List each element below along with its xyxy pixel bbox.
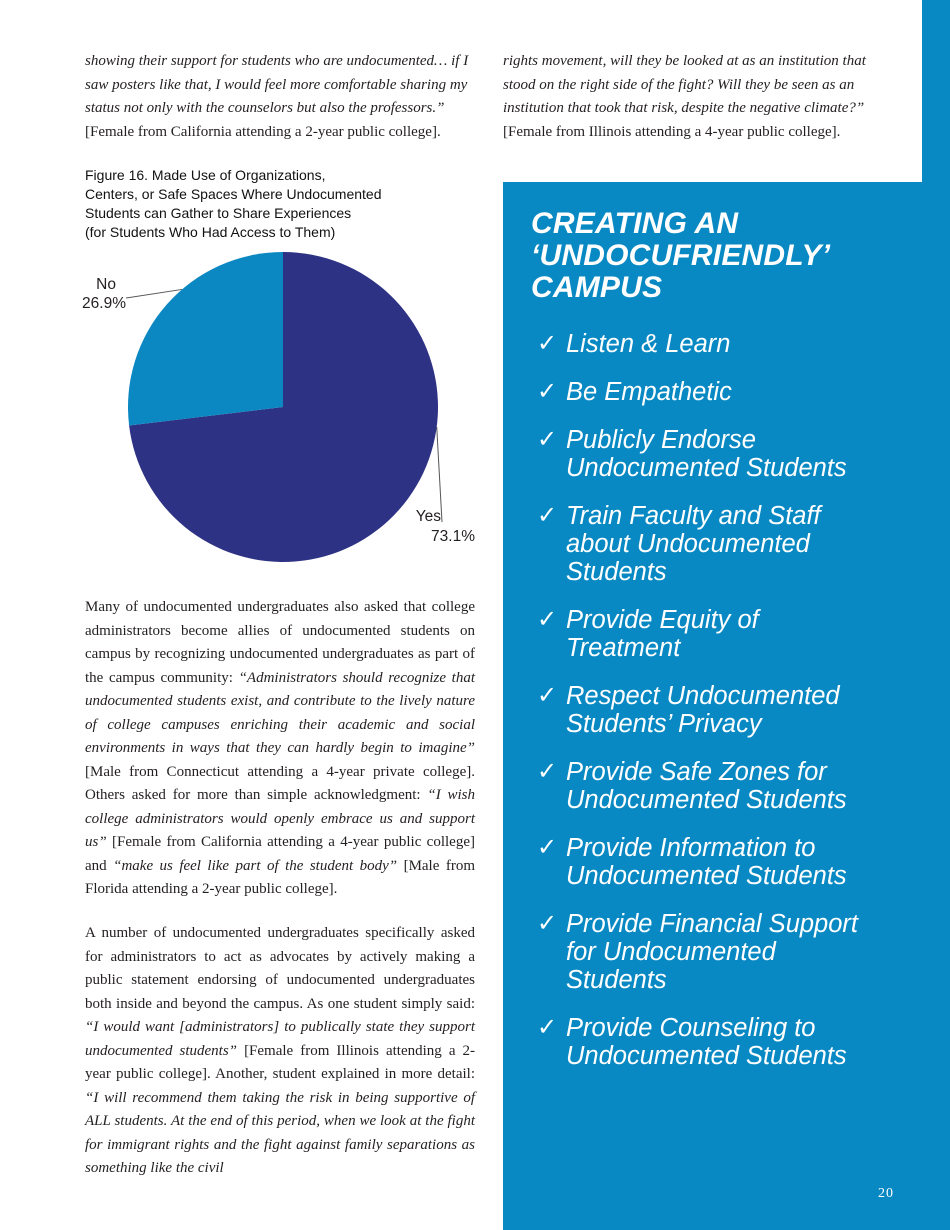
sidebar-heading [531,208,830,304]
checkmark-icon: ✓ [537,502,558,529]
pie-slice-no [128,252,283,425]
body-text: Many of undocumented undergraduates also asked that college administrators become allies of undocumented students on campus by recognizing undocumented undergraduates as part of the campus community: [85,599,475,686]
student-quote: “I wish college administrators would openly embrace us and support us” [85,787,475,850]
pie-label-category: No [96,276,116,293]
body-text: [Male from Florida attending a 2-year public college]. [85,857,475,897]
figure-title [85,166,415,242]
student-quote: rights movement, will they be looked at as an institution that stood on the right side of the fight? Will they be seen as an institution that took that risk, despite the negative climate?” [503,53,866,116]
checklist-item [537,758,927,814]
checklist-item-text: Provide Safe Zones for [566,758,827,786]
checklist-item-text: Be Empathetic [566,378,732,406]
figure-title-line: Students can Gather to Share Experiences [85,205,352,221]
body-text: [Male from Connecticut attending a 4-year private college]. Others asked for more than simple acknowledgment: [85,763,475,803]
left-top-quote-paragraph [85,50,480,144]
pie-leader-line [126,289,182,298]
checklist-item-text: Students’ Privacy [566,710,762,738]
figure-title-line: Figure 16. Made Use of Organizations, [85,167,326,183]
figure-title-line: Centers, or Safe Spaces Where Undocumented [85,186,382,202]
checklist-item-text: Undocumented Students [566,862,847,890]
pie-chart [70,240,490,580]
student-quote: “Administrators should recognize that undocumented students exist, and contribute to the lively nature of college campuses enriching their academic and social environments in ways that they can hardly begin to imagine” [85,669,475,756]
checklist-item-text: Provide Information to [566,834,816,862]
checklist-item-text: Undocumented Students [566,1042,847,1070]
checkmark-icon: ✓ [537,378,558,405]
checkmark-icon: ✓ [537,426,558,453]
checklist-item-text: Undocumented Students [566,454,847,482]
body-text: [Female from California attending a 4-year public college] and [85,834,475,874]
heading-line: CREATING AN [531,207,739,240]
checkmark-icon: ✓ [537,606,558,633]
pie-label-category: Yes [415,508,441,525]
checklist-item-text: Provide Equity of [566,606,759,634]
checklist-item [537,1014,927,1070]
checklist-item [537,910,927,994]
checkmark-icon: ✓ [537,330,558,357]
checklist-item-text: Treatment [566,634,681,662]
checkmark-icon: ✓ [537,910,558,937]
checklist-item [537,682,927,738]
figure-title-line: (for Students Who Had Access to Them) [85,224,336,240]
checklist-item [537,502,927,586]
checklist-item [537,330,927,358]
page-number: 20 [878,1186,894,1201]
checklist-item [537,426,927,482]
checklist-item-text: about Undocumented [566,530,810,558]
student-quote: “I will recommend them taking the risk in being supportive of ALL students. At the end of this period, when we look at the fight for immigrant rights and the fight against family separations as something like the civil [85,1089,475,1176]
checkmark-icon: ✓ [537,682,558,709]
quote-attribution: [Female from California attending a 2-year public college]. [85,123,441,140]
body-text: A number of undocumented undergraduates specifically asked for administrators to act as advocates by actively making a public statement endorsing of undocumented undergraduates both inside and beyond the campus. As one student simply said: [85,925,475,1012]
recommendations-checklist [537,330,927,1090]
checklist-item-text: Students [566,966,667,994]
checklist-item-text: Publicly Endorse [566,426,756,454]
checklist-item-text: Respect Undocumented [566,682,840,710]
checklist-item [537,378,927,406]
student-quote: “make us feel like part of the student body” [113,857,398,874]
pie-label-value: 73.1% [431,528,475,545]
checklist-item-text: Provide Financial Support [566,910,858,938]
student-quote: showing their support for students who are undocumented… if I saw posters like that, I would feel more comfortable sharing my status not only with the counselors but also the professors.” [85,53,469,116]
checklist-item-text: Listen & Learn [566,330,731,358]
body-paragraph-allies [85,596,475,902]
checkmark-icon: ✓ [537,834,558,861]
heading-line: ‘UNDOCUFRIENDLY’ [531,239,831,272]
checklist-item [537,834,927,890]
body-paragraph-advocates [85,922,475,1181]
checklist-item-text: Provide Counseling to [566,1014,816,1042]
checkmark-icon: ✓ [537,758,558,785]
pie-label-value: 26.9% [82,295,126,312]
checklist-item-text: Students [566,558,667,586]
right-top-quote-paragraph [503,50,898,144]
checkmark-icon: ✓ [537,1014,558,1041]
student-quote: “I would want [administrators] to publically state they support undocumented students” [85,1019,475,1059]
checklist-item-text: for Undocumented [566,938,776,966]
body-text: [Female from Illinois attending a 2-year public college]. Another, student explained in more detail: [85,1042,476,1082]
checklist-item [537,606,927,662]
quote-attribution: [Female from Illinois attending a 4-year public college]. [503,123,841,140]
checklist-item-text: Undocumented Students [566,786,847,814]
heading-line: CAMPUS [531,271,663,304]
checklist-item-text: Train Faculty and Staff [566,502,821,530]
